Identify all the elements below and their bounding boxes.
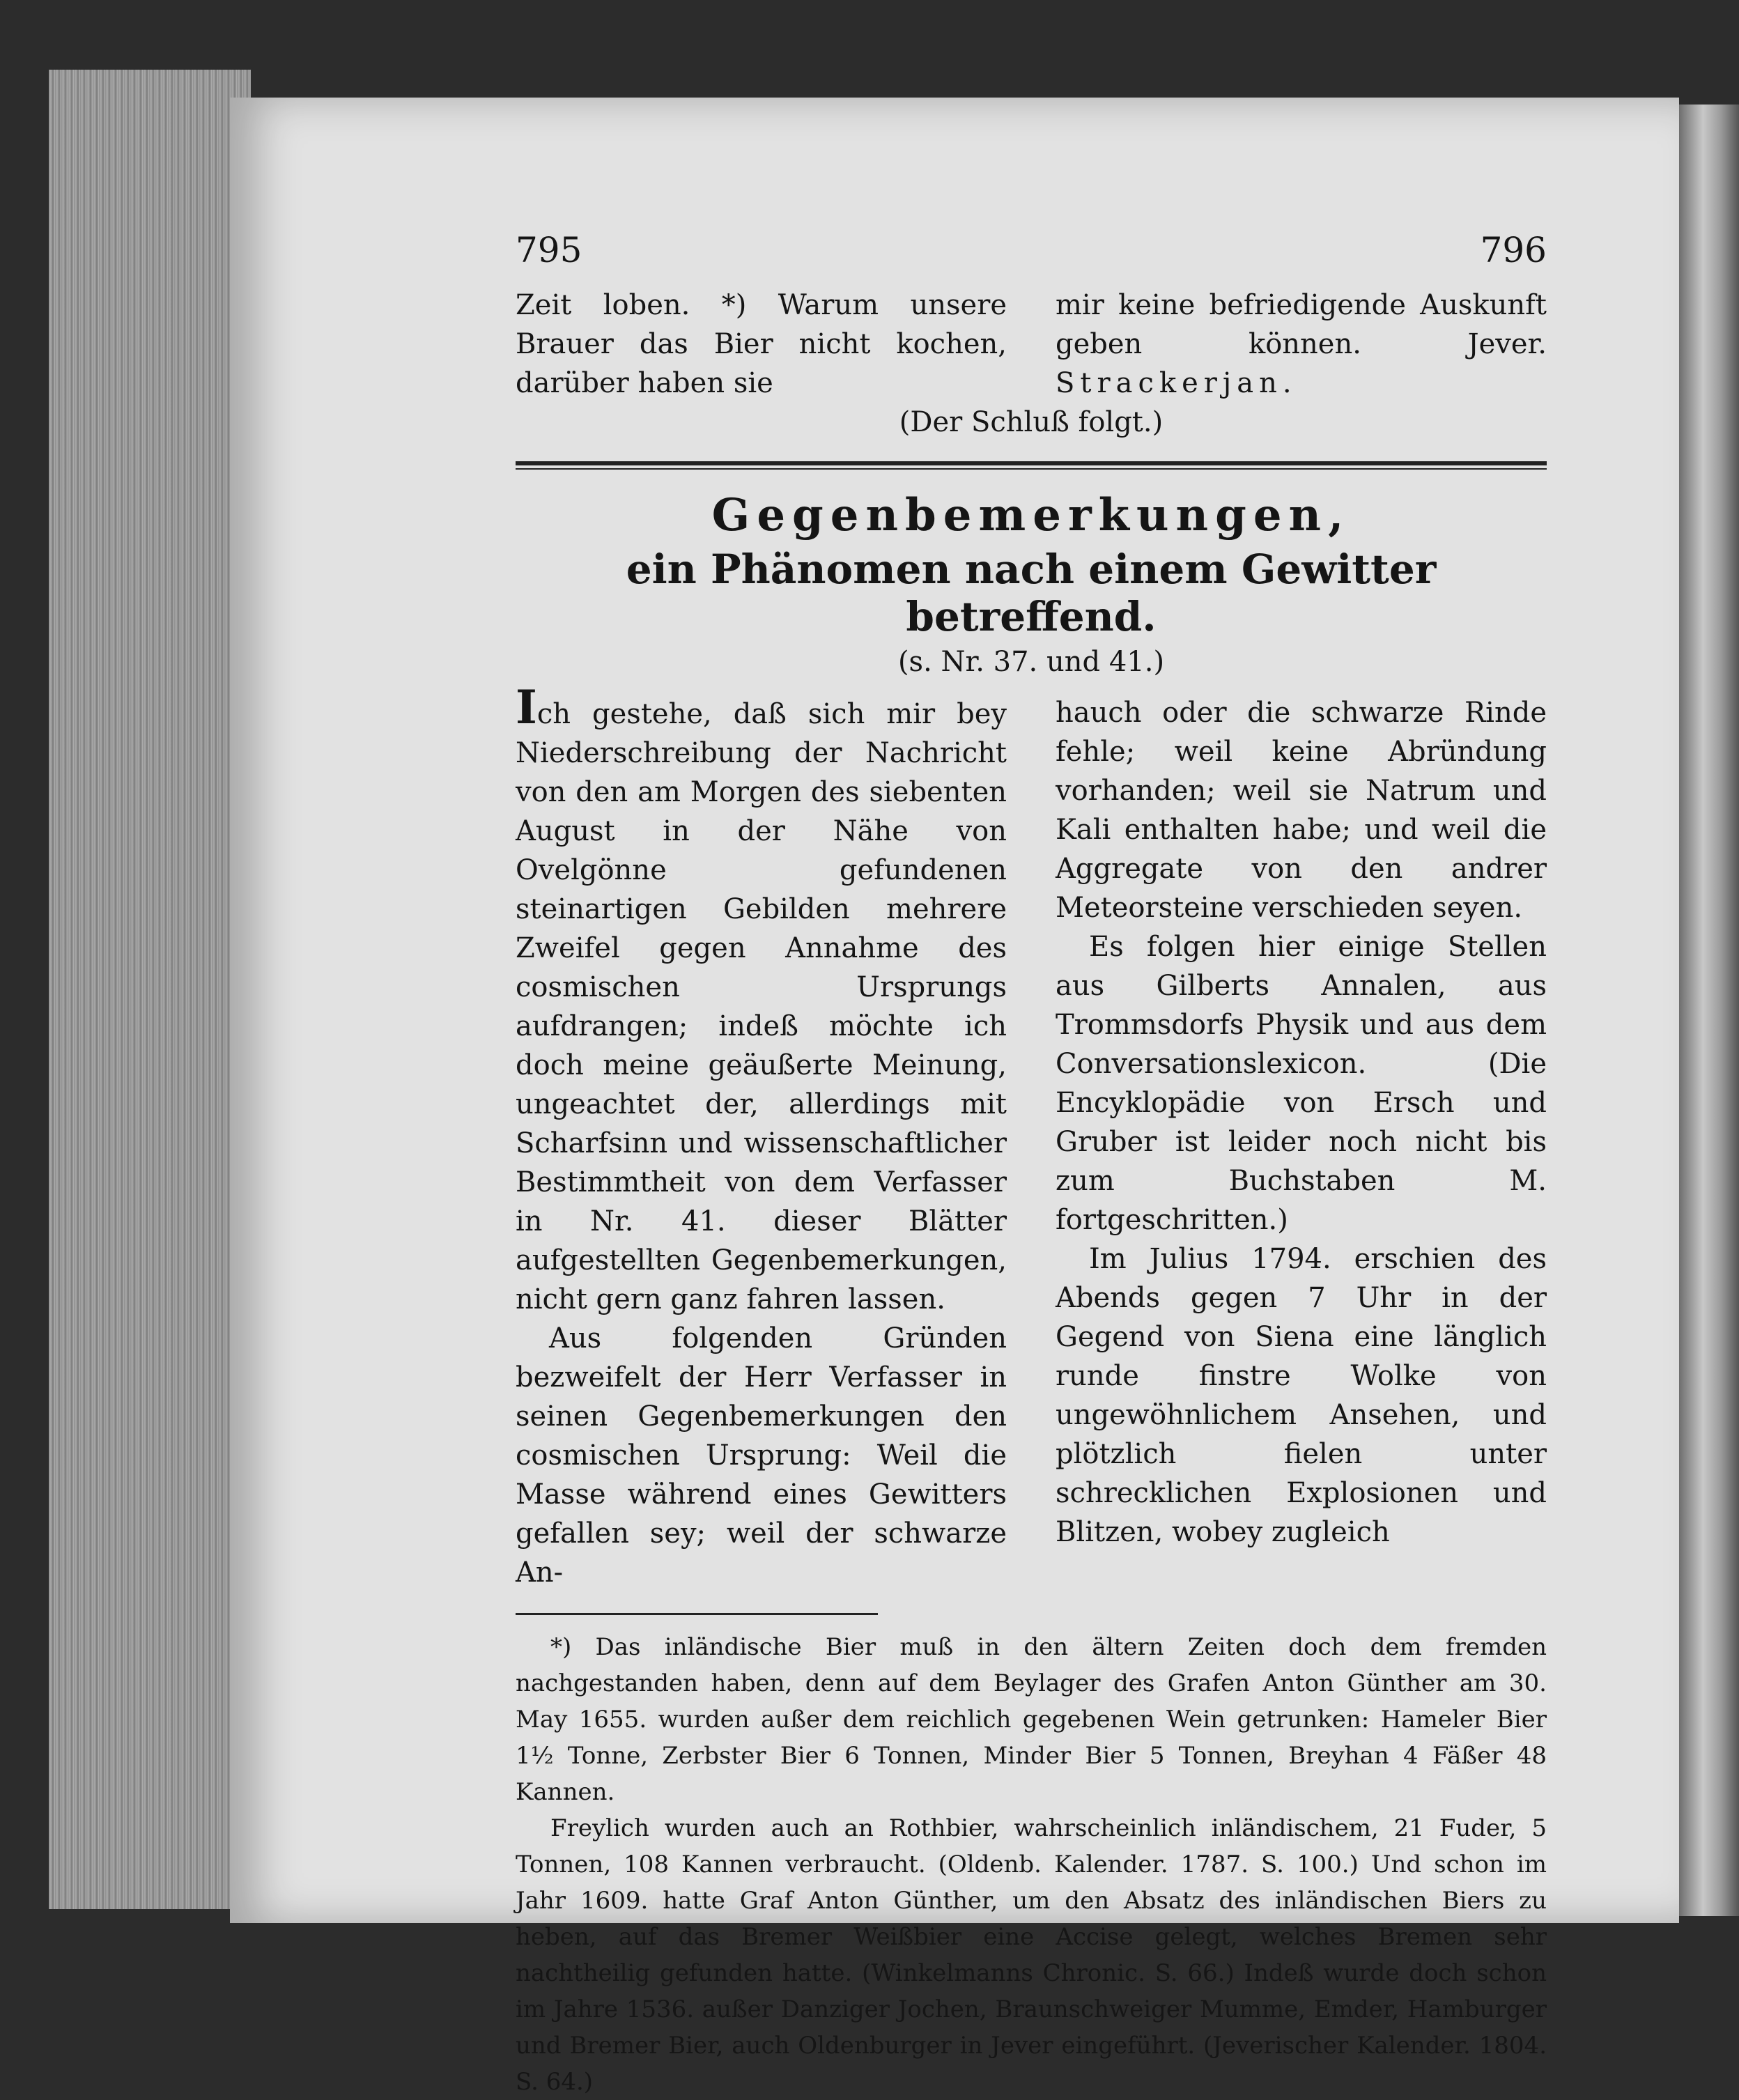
right-paragraph-2: Es folgen hier einige Stellen aus Gilberts Annalen, aus Trommsdorfs Physik und aus dem Conversationslexicon. (Die Encyklopädie von Ersch und Gruber ist leider noch nicht bis zum Buchstaben M. fortgeschritten.)	[1056, 931, 1547, 1236]
author-signature: Strackerjan.	[1056, 367, 1297, 399]
continuation-right	[1056, 286, 1547, 403]
article-title: Gegenbemerkungen,	[711, 489, 1351, 541]
article-right-column	[1056, 693, 1547, 1592]
to-be-continued: (Der Schluß folgt.)	[899, 406, 1164, 438]
drop-cap: I	[516, 680, 537, 734]
article-columns	[516, 680, 1547, 1592]
continuation-left-text: Zeit loben. *) Warum unsere Brauer das Bier nicht kochen, darüber haben sie	[516, 289, 1007, 399]
left-paragraph-2: Aus folgenden Gründen bezweifelt der Herr Verfasser in seinen Gegenbemerkungen den cosmischen Ursprung: Weil die Masse während eines Gewitters gefallen sey; weil der schwarze An-	[516, 1322, 1007, 1589]
left-paragraph-1-text: ch gestehe, daß sich mir bey Niederschreibung der Nachricht von den am Morgen des siebenten August in der Nähe von Ovelgönne gefundenen steinartigen Gebilden mehrere Zweifel gegen Annahme des cosmischen Ursprungs aufdrangen; indeß möchte ich doch meine geäußerte Meinung, ungeachtet der, allerdings mit Scharfsinn und wissenschaftlicher Bestimmtheit von dem Verfasser in Nr. 41. dieser Blätter aufgestellten Gegenbemerkungen, nicht gern ganz fahren lassen.	[516, 698, 1007, 1315]
page-number-right: 796	[1480, 230, 1547, 270]
article-subtitle: ein Phänomen nach einem Gewitter betreffend.	[626, 546, 1437, 640]
page-header	[516, 230, 1547, 286]
right-paragraph-3: Im Julius 1794. erschien des Abends gegen 7 Uhr in der Gegend von Siena eine länglich runde finstre Wolke von ungewöhnlichem Ansehen, und plötzlich fielen unter schrecklichen Explosionen und Blitzen, wobey zugleich	[1056, 1243, 1547, 1548]
continuation-right-text: mir keine befriedigende Auskunft geben können. Jever.	[1056, 289, 1547, 360]
right-paragraph-1: hauch oder die schwarze Rinde fehle; weil keine Abründung vorhanden; weil sie Natrum und Kali enthalten habe; und weil die Aggregate von den andrer Meteorsteine verschieden seyen.	[1056, 697, 1547, 924]
facing-page-edge	[1679, 105, 1739, 1916]
article-reference: (s. Nr. 37. und 41.)	[897, 646, 1165, 678]
footnote-2: Freylich wurden auch an Rothbier, wahrscheinlich inländischem, 21 Fuder, 5 Tonnen, 108 Kannen verbraucht. (Oldenb. Kalender. 1787. S. 100.) Und schon im Jahr 1609. hatte Graf Anton Günther, um den Absatz des inländischen Biers zu heben, auf das Bremer Weißbier eine Accise gelegt, welches Bremen sehr nachtheilig gefunden hatte. (Winkelmanns Chronic. S. 66.) Indeß wurde doch schon im Jahre 1536. außer Danziger Jochen, Braunschweiger Mumme, Emder, Hamburger und Bremer Bier, auch Oldenburger in Jever eingeführt. (Jeverischer Kalender. 1804. S. 64.)	[516, 1814, 1547, 2096]
footnote-divider	[516, 1613, 878, 1615]
left-paragraph-1	[516, 680, 1007, 1319]
continuation-columns	[516, 286, 1547, 403]
page-content	[516, 230, 1547, 2100]
footnotes	[516, 1629, 1547, 2100]
book-page-edges	[49, 70, 251, 1909]
article-left-column	[516, 680, 1007, 1592]
section-divider	[516, 461, 1547, 470]
page-number-left: 795	[516, 230, 582, 270]
continuation-left	[516, 286, 1007, 403]
footnote-1: *) Das inländische Bier muß in den ältern Zeiten doch dem fremden nachgestanden haben, denn auf dem Beylager des Grafen Anton Günther am 30. May 1655. wurden außer dem reichlich gegebenen Wein getrunken: Hameler Bier 1½ Tonne, Zerbster Bier 6 Tonnen, Minder Bier 5 Tonnen, Breyhan 4 Fäßer 48 Kannen.	[516, 1633, 1547, 1806]
